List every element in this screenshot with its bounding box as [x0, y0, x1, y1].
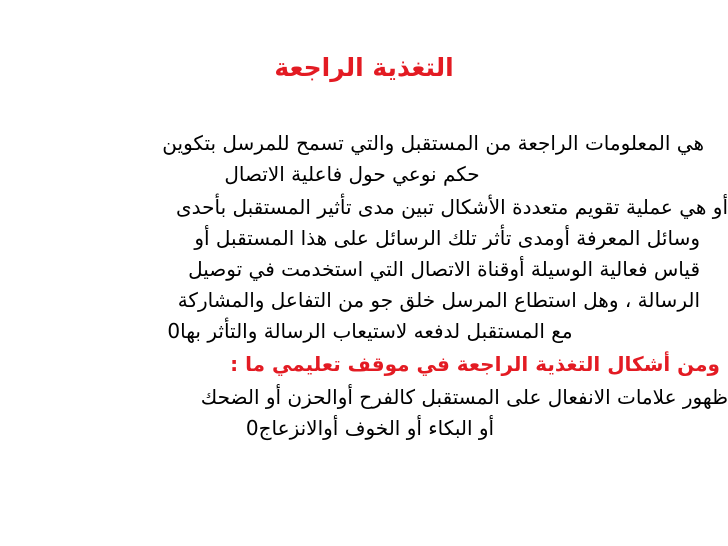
paragraph-evaluation [40, 192, 728, 347]
paragraph-line: مع المستقبل لدفعه لاستيعاب الرسالة والتأثر بها0 [167, 319, 573, 343]
paragraph-line: أو البكاء أو الخوف أوالانزعاج0 [245, 416, 495, 440]
paragraph-line: أو هي عملية تقويم متعددة الأشكال تبين مدى تأثير المستقبل بأحدى [175, 195, 728, 219]
paragraph-examples [40, 382, 728, 444]
paragraph-line: وسائل المعرفة أومدى تأثر تلك الرسائل على هذا المستقبل أو [194, 226, 700, 250]
slide-title: التغذية الراجعة [274, 53, 454, 82]
subheading: ومن أشكال التغذية الراجعة في موقف تعليمي ما : [230, 352, 720, 376]
paragraph-definition [40, 128, 704, 190]
paragraph-line: قياس فعالية الوسيلة أوقناة الاتصال التي استخدمت في توصيل [188, 257, 700, 281]
paragraph-line: الرسالة ، وهل استطاع المرسل خلق جو من التفاعل والمشاركة [177, 288, 700, 312]
slide-body [40, 128, 728, 446]
paragraph-line: ظهور علامات الانفعال على المستقبل كالفرح أوالحزن أو الضحك [200, 385, 728, 409]
paragraph-line: هي المعلومات الراجعة من المستقبل والتي تسمح للمرسل بتكوين [162, 131, 704, 155]
paragraph-line: حكم نوعي حول فاعلية الاتصال [224, 162, 480, 186]
